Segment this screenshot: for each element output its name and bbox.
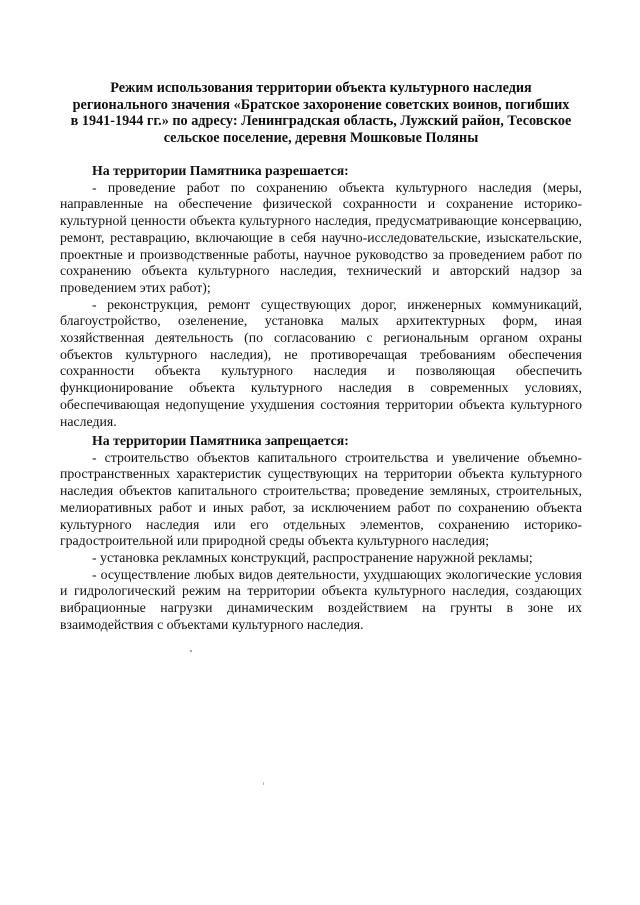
allowed-item: - проведение работ по сохранению объекта культурного наследия (меры, направленные на обеспечение физической сохранности и сохранение историко-культурной ценности объекта культурного наследия, предусматривающие консервацию, ремонт, реставрацию, включающие в себя научно-исследовательские, изыскательские, проектные и производственные работы, научное руководство за проведением работ по сохранению объекта культурного наследия, технический и авторский надзор за проведением этих работ); — [60, 179, 582, 295]
forbidden-heading: На территории Памятника запрещается: — [92, 433, 349, 448]
forbidden-item: - осуществление любых видов деятельности, ухудшающих экологические условия и гидрологический режим на территории объекта культурного наследия, создающих вибрационные нагрузки динамическим воздействием на грунты в зоне их взаимодействия с объектами культурного наследия. — [60, 566, 582, 632]
forbidden-section — [60, 433, 582, 633]
title-line: сельское поселение, деревня Мошковые Поляны — [163, 129, 479, 146]
document-title — [60, 80, 582, 146]
title-line: Режим использования территории объекта культурного наследия — [110, 80, 532, 96]
scan-speck — [263, 782, 264, 785]
title-line: в 1941-1944 гг.» по адресу: Ленинградская область, Лужский район, Тесовское — [70, 113, 572, 130]
allowed-section — [60, 163, 582, 430]
forbidden-item: - строительство объектов капитального строительства и увеличение объемно-пространственных характеристик существующих на территории объекта культурного наследия объектов капитального строительства; проведение земляных, строительных, мелиоративных работ и иных работ, за исключением работ по сохранению объекта культурного наследия или его отдельных элементов, сохранению историко-градостроительной или природной среды объекта культурного наследия; — [60, 449, 582, 549]
allowed-heading: На территории Памятника разрешается: — [92, 163, 349, 178]
allowed-item: - реконструкция, ремонт существующих дорог, инженерных коммуникаций, благоустройство, озеленение, установка малых архитектурных форм, иная хозяйственная деятельность (по согласованию с региональным органом охраны объектов культурного наследия), не противоречащая требованиям обеспечения сохранности объекта культурного наследия и позволяющая обеспечить функционирование объекта культурного наследия в современных условиях, обеспечивающая недопущение ухудшения состояния территории объекта культурного наследия. — [60, 296, 582, 429]
title-line: регионального значения «Братское захоронение советских воинов, погибших — [72, 96, 570, 113]
forbidden-item: - установка рекламных конструкций, распространение наружной рекламы; — [92, 549, 533, 565]
scan-speck — [190, 650, 192, 652]
